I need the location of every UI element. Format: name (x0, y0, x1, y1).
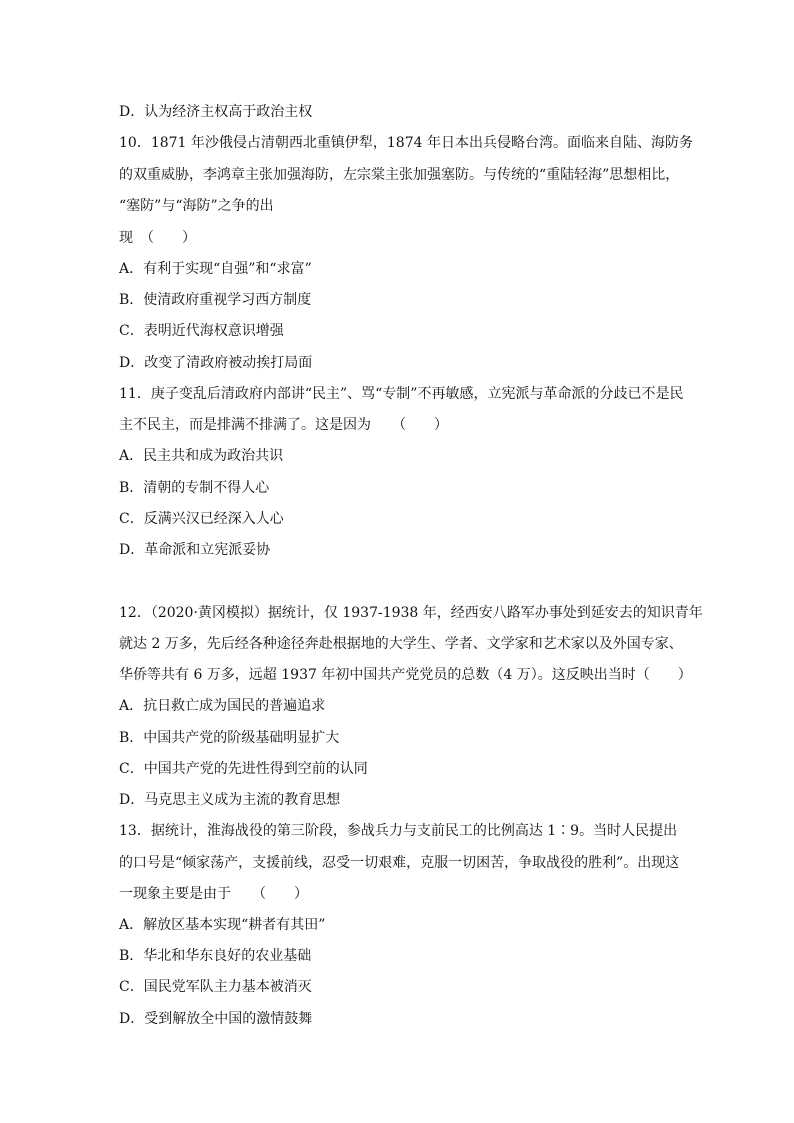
q10-option-d: D．改变了清政府被动挨打局面 (119, 355, 313, 371)
q10-stem-line-3: “塞防”与“海防”之争的出 (119, 198, 274, 214)
q10-option-c: C．表明近代海权意识增强 (119, 323, 284, 339)
q11-option-a: A．民主共和成为政治共识 (119, 448, 284, 464)
q11-option-c: C．反满兴汉已经深入人心 (119, 511, 284, 527)
q13-stem-line-1: 13．据统计，淮海战役的第三阶段，参战兵力与支前民工的比例高达 1∶9。当时人民提出 (119, 823, 678, 839)
q12-stem-line-1: 12．（2020·黄冈模拟）据统计，仅 1937-1938 年，经西安八路军办事处到延安去的知识青年 (119, 605, 703, 621)
q13-option-d: D．受到解放全中国的激情鼓舞 (119, 1011, 313, 1027)
q12-option-a: A．抗日救亡成为国民的普遍追求 (119, 698, 326, 714)
q10-stem-line-4: 现 （ ） (119, 230, 196, 246)
q10-stem-line-1: 10．1871 年沙俄侵占清朝西北重镇伊犁，1874 年日本出兵侵略台湾。面临来自陆、海防务 (119, 135, 693, 151)
q12-option-d: D．马克思主义成为主流的教育思想 (119, 792, 341, 808)
q10-option-b: B．使清政府重视学习西方制度 (119, 292, 312, 308)
q11-stem-line-1: 11．庚子变乱后清政府内部讲“民主”、骂“专制”不再敏感，立宪派与革命派的分歧已不是民 (119, 386, 684, 402)
q9-option-d: D．认为经济主权高于政治主权 (119, 104, 313, 120)
q13-option-c: C．国民党军队主力基本被消灭 (119, 979, 312, 995)
q11-option-d: D．革命派和立宪派妥协 (119, 542, 271, 558)
q12-option-c: C．中国共产党的先进性得到空前的认同 (119, 761, 368, 777)
q13-stem-line-2: 的口号是“倾家荡产，支援前线，忍受一切艰难，克服一切困苦，争取战役的胜利”。出现这 (119, 855, 680, 871)
q12-option-b: B．中国共产党的阶级基础明显扩大 (119, 730, 340, 746)
q11-option-b: B．清朝的专制不得人心 (119, 480, 270, 496)
q10-stem-line-2: 的双重威胁，李鸿章主张加强海防，左宗棠主张加强塞防。与传统的“重陆轻海”思想相比， (119, 167, 680, 183)
q13-option-b: B．华北和华东良好的农业基础 (119, 948, 312, 964)
q13-option-a: A．解放区基本实现“耕者有其田” (119, 917, 326, 933)
q12-stem-line-2: 就达 2 万多，先后经各种途径奔赴根据地的大学生、学者、文学家和艺术家以及外国专家、 (119, 636, 683, 652)
q13-stem-line-3: 一现象主要是由于 （ ） (119, 886, 308, 902)
q11-stem-line-2: 主不民主，而是排满不排满了。这是因为 （ ） (119, 417, 448, 433)
q10-option-a: A．有利于实现“自强”和“求富” (119, 261, 312, 277)
q12-stem-line-3: 华侨等共有 6 万多，远超 1937 年初中国共产党党员的总数（4 万）。这反映出当时（ ） (119, 667, 692, 683)
